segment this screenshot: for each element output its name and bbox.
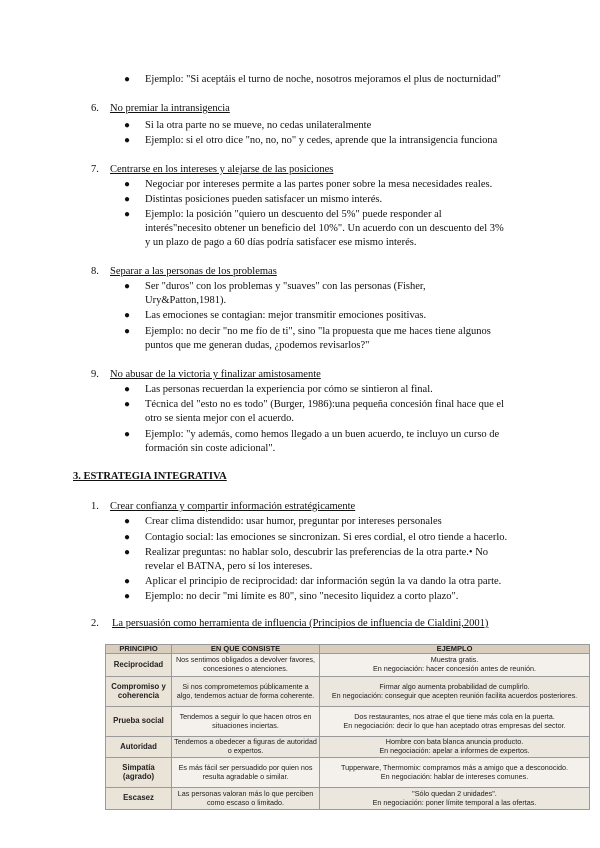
bullet: ● xyxy=(124,576,131,587)
example-negotiation-line: En negociación: conseguir que acepten reunión facilita acuerdos posteriores. xyxy=(331,690,578,700)
column-header: EN QUE CONSISTE xyxy=(172,645,320,654)
bullet-text-cont: y un plazo de pago a 60 días podría satisfacer ese mismo interés. xyxy=(145,237,417,248)
bullet-text-cont: revelar el BATNA, pero sí los intereses. xyxy=(145,561,313,572)
bullet: ● xyxy=(124,384,131,395)
example-negotiation-line: En negociación: hacer concesión antes de reunión. xyxy=(372,664,537,673)
description-cell: Nos sentimos obligados a devolver favores, concesiones o atenciones. xyxy=(172,654,320,677)
section-title: Crear confianza y compartir información estratégicamente xyxy=(110,501,356,512)
bullet: ● xyxy=(124,326,131,337)
section-number: 7. xyxy=(91,164,99,175)
bullet-text: Crear clima distendido: usar humor, preguntar por intereses personales xyxy=(145,516,442,527)
bullet-text: Ejemplo: "y además, como hemos llegado a un buen acuerdo, te incluyo un curso de xyxy=(145,429,500,440)
bullet: ● xyxy=(124,532,131,543)
bullet: ● xyxy=(124,547,131,558)
description-cell: Es más fácil ser persuadido por quien nos resulta agradable o similar. xyxy=(172,758,320,788)
bullet: ● xyxy=(124,429,131,440)
bullet-text-cont: Ury&Patton,1981). xyxy=(145,295,227,306)
example-line: Firmar algo aumenta probabilidad de cumplirlo. xyxy=(379,681,530,691)
principle-cell: Reciprocidad xyxy=(106,654,172,677)
table-row xyxy=(106,737,590,758)
bullet-text-cont: puntos que me generan dudas, ¿podemos revisarlos?" xyxy=(145,340,370,351)
bullet-text: Ser "duros" con los problemas y "suaves" con las personas (Fisher, xyxy=(145,281,426,292)
chapter-heading: 3. ESTRATEGIA INTEGRATIVA xyxy=(73,471,227,482)
bullet: ● xyxy=(124,281,131,292)
principle-cell: Prueba social xyxy=(106,707,172,737)
bullet-text-cont: otro se sienta mejor con el acuerdo. xyxy=(145,413,294,424)
example-negotiation-line: En negociación: hablar de intereses comunes. xyxy=(380,771,529,781)
example-negotiation-line: En negociación: apelar a informes de expertos. xyxy=(379,746,530,755)
bullet: ● xyxy=(124,120,131,131)
example-line: Muestra gratis. xyxy=(430,655,479,665)
section-title: Separar a las personas de los problemas xyxy=(110,266,277,277)
table-row xyxy=(106,677,590,707)
bullet-text: Las personas recuerdan la experiencia por cómo se sintieron al final. xyxy=(145,384,433,395)
bullet-text: Contagio social: las emociones se sincronizan. Si eres cordial, el otro tiende a hacerlo. xyxy=(145,532,508,543)
table-row xyxy=(106,758,590,788)
example-line: Tupperware, Thermomix: compramos más a amigo que a desconocido. xyxy=(341,762,568,772)
section-title: Centrarse en los intereses y alejarse de las posiciones xyxy=(110,164,334,175)
bullet: ● xyxy=(124,516,131,527)
description-cell: Tendemos a obedecer a figuras de autoridad o expertos. xyxy=(172,737,320,758)
section-number: 9. xyxy=(91,369,99,380)
table-row xyxy=(106,707,590,737)
bullet-text: Ejemplo: la posición "quiero un descuento del 5%" puede responder al xyxy=(145,209,442,220)
column-header: PRINCIPIO xyxy=(106,645,172,654)
bullet-text-cont: formación sin coste adicional". xyxy=(145,443,276,454)
principle-cell: Escasez xyxy=(106,788,172,810)
example-cell xyxy=(320,707,590,737)
example-cell xyxy=(320,737,590,758)
bullet-text: Negociar por intereses permite a las partes poner sobre la mesa necesidades reales. xyxy=(145,179,493,190)
bullet-text: Distintas posiciones pueden satisfacer un mismo interés. xyxy=(145,194,383,205)
bullet: ● xyxy=(124,310,131,321)
principle-cell: Simpatía (agrado) xyxy=(106,758,172,788)
column-header: EJEMPLO xyxy=(320,645,590,654)
bullet-text: Aplicar el principio de reciprocidad: dar información según la va dando la otra parte. xyxy=(145,576,502,587)
section-title: La persuasión como herramienta de influencia (Principios de influencia de Cialdini,2001) xyxy=(112,618,489,629)
example-negotiation-line: En negociación: poner límite temporal a las ofertas. xyxy=(372,797,537,807)
example-line: Hombre con bata blanca anuncia producto. xyxy=(385,737,524,747)
table-header-row xyxy=(106,645,590,654)
bullet-text: Técnica del "esto no es todo" (Burger, 1986):una pequeña concesión final hace que el xyxy=(145,399,504,410)
description-cell: Tendemos a seguir lo que hacen otros en situaciones inciertas. xyxy=(172,707,320,737)
description-cell: Las personas valoran más lo que perciben como escaso o limitado. xyxy=(172,788,320,810)
section-number: 8. xyxy=(91,266,99,277)
bullet-text-cont: interés"necesito obtener un beneficio del 10%". Un acuerdo con un descuento del 3% xyxy=(145,223,504,234)
bullet-text: Las emociones se contagian: mejor transmitir emociones positivas. xyxy=(145,310,427,321)
section-number: 6. xyxy=(91,103,99,114)
bullet-text: Ejemplo: "Si aceptáis el turno de noche, nosotros mejoramos el plus de nocturnidad" xyxy=(145,74,501,85)
example-cell xyxy=(320,677,590,707)
example-cell xyxy=(320,788,590,810)
bullet: ● xyxy=(124,74,131,85)
bullet-text: Ejemplo: no decir "no me fío de ti", sino "la propuesta que me haces tiene algunos xyxy=(145,326,491,337)
example-cell xyxy=(320,758,590,788)
bullet: ● xyxy=(124,591,131,602)
section-title: No abusar de la victoria y finalizar amistosamente xyxy=(110,369,321,380)
principle-cell: Autoridad xyxy=(106,737,172,758)
section-title: No premiar la intransigencia xyxy=(110,103,230,114)
example-line: Dos restaurantes, nos atrae el que tiene más cola en la puerta. xyxy=(354,711,555,721)
bullet-text: Si la otra parte no se mueve, no cedas unilateralmente xyxy=(145,120,372,131)
bullet-text: Ejemplo: si el otro dice "no, no, no" y cedes, aprende que la intransigencia funciona xyxy=(145,135,498,146)
bullet: ● xyxy=(124,399,131,410)
table-row xyxy=(106,788,590,810)
bullet: ● xyxy=(124,194,131,205)
influence-principles-table xyxy=(105,644,590,810)
example-negotiation-line: En negociación: decir lo que han aceptado otras empresas del sector. xyxy=(343,720,566,730)
section-number: 1. xyxy=(91,501,99,512)
description-cell: Si nos comprometemos públicamente a algo, tendemos actuar de forma coherente. xyxy=(172,677,320,707)
example-cell xyxy=(320,654,590,677)
principle-cell: Compromiso y coherencia xyxy=(106,677,172,707)
bullet: ● xyxy=(124,209,131,220)
bullet: ● xyxy=(124,135,131,146)
example-line: "Sólo quedan 2 unidades". xyxy=(412,788,497,798)
table-row xyxy=(106,654,590,677)
section-number: 2. xyxy=(91,618,99,629)
bullet: ● xyxy=(124,179,131,190)
bullet-text: Realizar preguntas: no hablar solo, descubrir las preferencias de la otra parte.• No xyxy=(145,547,489,558)
bullet-text: Ejemplo: no decir "mi límite es 80", sino "necesito liquidez a corto plazo". xyxy=(145,591,459,602)
